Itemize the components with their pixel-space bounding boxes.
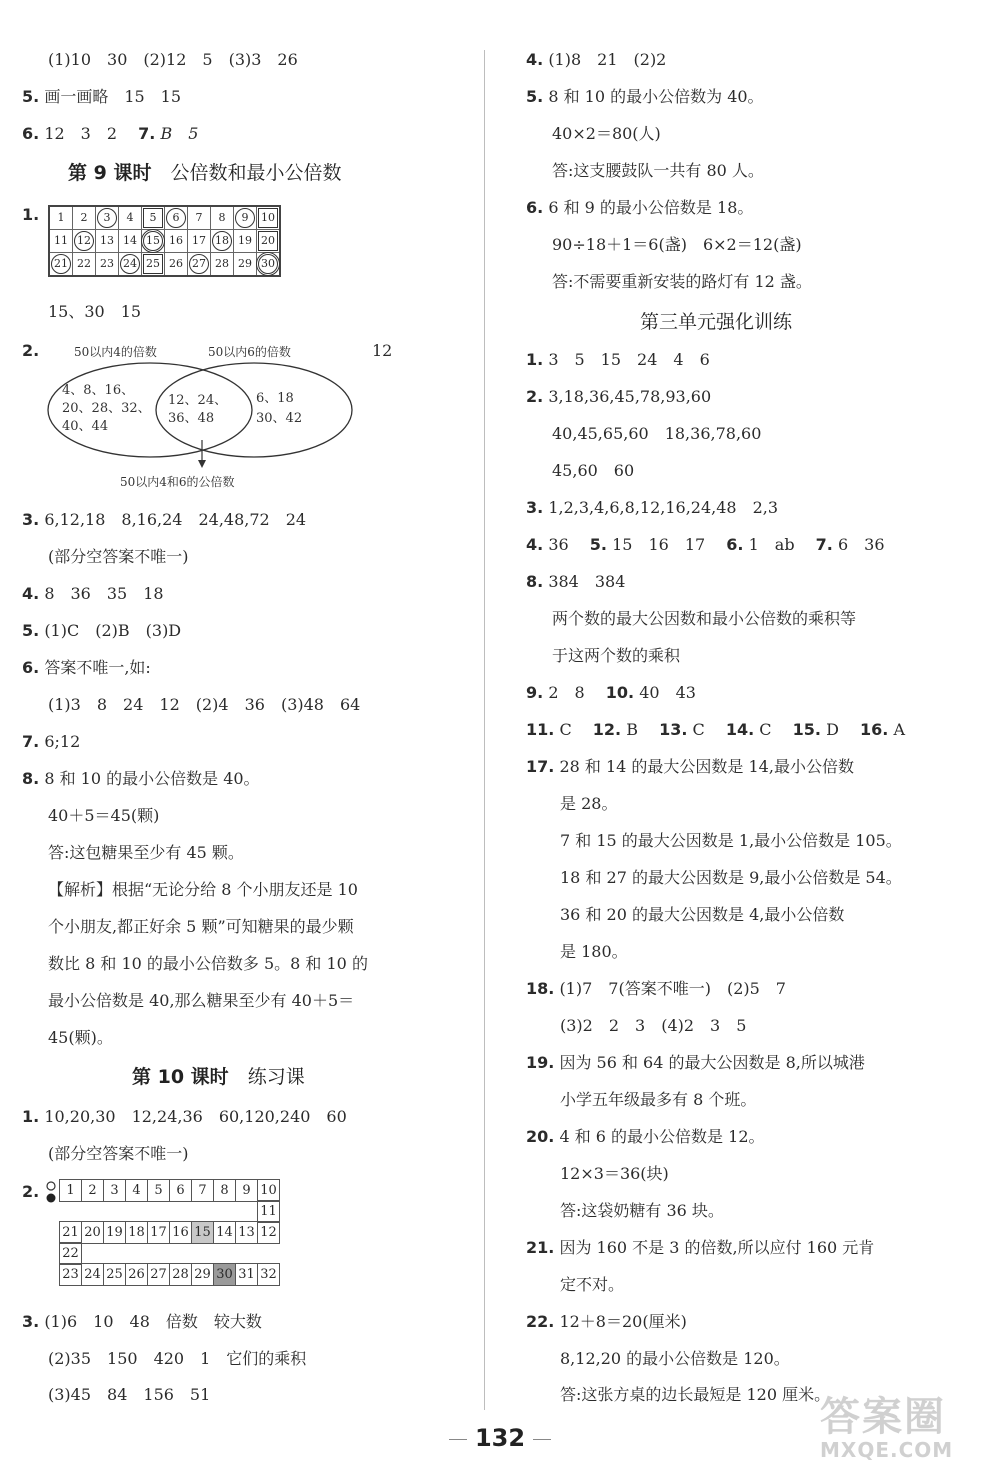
grid-cell-boxed: 20 bbox=[257, 230, 281, 253]
question-number: 2. bbox=[22, 1182, 40, 1201]
question-number: 4. bbox=[22, 584, 40, 603]
question-number: 6. bbox=[526, 198, 544, 217]
venn-left-text: 4、8、16、 bbox=[62, 383, 135, 398]
path-cell: 27 bbox=[147, 1263, 170, 1286]
answer-line: 12×3＝36(块) bbox=[560, 1164, 669, 1183]
path-cell: 13 bbox=[235, 1221, 258, 1244]
answer-line: 45,60 60 bbox=[552, 461, 635, 480]
question-number: 1. bbox=[22, 205, 40, 224]
question-number: 17. bbox=[526, 757, 555, 776]
question-number: 6. bbox=[726, 535, 744, 554]
answer-line: (1)10 30 (2)12 5 (3)3 26 bbox=[48, 50, 298, 69]
watermark-text: 答案圈 bbox=[820, 1394, 946, 1440]
answer-line: 小学五年级最多有 8 个班。 bbox=[560, 1090, 757, 1109]
number-grid-1-30 bbox=[48, 205, 281, 277]
venn-left-text: 20、28、32、 bbox=[62, 401, 151, 416]
grid-cell: 19 bbox=[234, 230, 257, 253]
answer-text: 10,20,30 12,24,36 60,120,240 60 bbox=[44, 1107, 347, 1126]
grid-cell: 26 bbox=[165, 253, 188, 277]
answer-line: 于这两个数的乘积 bbox=[552, 646, 681, 665]
path-cell: 8 bbox=[213, 1179, 236, 1202]
exercise-3 bbox=[526, 496, 778, 520]
path-row-5 bbox=[60, 1264, 280, 1286]
path-cell: 22 bbox=[59, 1242, 82, 1265]
answer-line: 18 和 27 的最大公因数是 9,最小公倍数是 54。 bbox=[560, 868, 902, 887]
question-8 bbox=[22, 767, 260, 791]
answer-line: (3)2 2 3 (4)2 3 5 bbox=[560, 1016, 747, 1035]
grid-cell: 23 bbox=[96, 253, 119, 277]
lesson-title: 练习课 bbox=[247, 1066, 305, 1088]
grid-cell-circled: 24 bbox=[119, 253, 142, 277]
answer-line: 7 和 15 的最大公因数是 1,最小公倍数是 105。 bbox=[560, 831, 902, 850]
grid-cell: 17 bbox=[188, 230, 211, 253]
grid-cell-circled: 21 bbox=[49, 253, 73, 277]
question-number: 3. bbox=[22, 510, 40, 529]
venn-mid-text: 36、48 bbox=[168, 411, 215, 426]
explanation-line: 45(颗)。 bbox=[48, 1028, 113, 1047]
exercise-2 bbox=[526, 385, 711, 409]
question-5b bbox=[22, 619, 181, 643]
exercise-18 bbox=[526, 977, 786, 1001]
question-number: 8. bbox=[526, 572, 544, 591]
answer-line: 40＋5＝45(颗) bbox=[48, 806, 160, 825]
practice-2 bbox=[22, 1180, 39, 1204]
answer-line: 答:不需要重新安装的路灯有 12 盏。 bbox=[552, 272, 812, 291]
path-cell: 23 bbox=[59, 1263, 82, 1286]
page-number: 132 bbox=[430, 1424, 570, 1452]
answer-text: B 5 bbox=[160, 124, 199, 143]
answer-line: 90÷18＋1＝6(盏) 6×2＝12(盏) bbox=[552, 235, 802, 254]
grid-cell-circled: 3 bbox=[96, 206, 119, 230]
answer-line: (3)45 84 156 51 bbox=[48, 1385, 211, 1404]
lesson-label: 第 9 课时 bbox=[68, 162, 152, 184]
venn-arrow-head bbox=[198, 460, 206, 468]
question-number: 3. bbox=[22, 1312, 40, 1331]
path-cell: 31 bbox=[235, 1263, 258, 1286]
grid-cell-boxed: 5 bbox=[142, 206, 165, 230]
answer-text: 8 36 35 18 bbox=[44, 584, 164, 603]
path-row-4 bbox=[60, 1243, 82, 1265]
grid-cell: 16 bbox=[165, 230, 188, 253]
question-number: 14. bbox=[725, 720, 755, 739]
path-cell: 5 bbox=[147, 1179, 170, 1202]
answer-line: 答:这包糖果至少有 45 颗。 bbox=[48, 843, 244, 862]
venn-mid-text: 12、24、 bbox=[168, 393, 228, 408]
watermark bbox=[820, 1385, 953, 1462]
venn-right-label: 50以内6的倍数 bbox=[208, 345, 291, 359]
path-cell: 21 bbox=[59, 1221, 82, 1244]
answer-text: C bbox=[559, 720, 588, 739]
question-5 bbox=[22, 85, 181, 109]
answer-text: 画一画略 15 15 bbox=[44, 87, 182, 106]
answer-text: C bbox=[692, 720, 721, 739]
answer-text: 6 和 9 的最小公倍数是 18。 bbox=[548, 198, 754, 217]
path-cell-shaded: 30 bbox=[213, 1263, 236, 1286]
section-heading-9 bbox=[68, 160, 341, 186]
grid-cell-circled-boxed: 15 bbox=[142, 230, 165, 253]
answer-text: D bbox=[826, 720, 855, 739]
exercise-8 bbox=[526, 570, 625, 594]
question-number: 5. bbox=[22, 87, 40, 106]
exercise-22 bbox=[526, 1310, 687, 1334]
answer-text: 因为 56 和 64 的最大公因数是 8,所以城港 bbox=[559, 1053, 865, 1072]
path-cell: 3 bbox=[103, 1179, 126, 1202]
answer-text: 8 和 10 的最小公倍数为 40。 bbox=[548, 87, 764, 106]
path-row-3 bbox=[60, 1222, 280, 1244]
answer-text: 384 384 bbox=[548, 572, 626, 591]
solid-dot-icon bbox=[47, 1194, 56, 1203]
question-number: 1. bbox=[22, 1107, 40, 1126]
explanation-line: 最小公倍数是 40,那么糖果至少有 40＋5＝ bbox=[48, 991, 355, 1010]
answer-text: 4 和 6 的最小公倍数是 12。 bbox=[559, 1127, 765, 1146]
path-cell: 2 bbox=[81, 1179, 104, 1202]
lesson-title: 公倍数和最小公倍数 bbox=[170, 162, 342, 184]
path-cell: 4 bbox=[125, 1179, 148, 1202]
grid-cell: 2 bbox=[73, 206, 96, 230]
answer-text: A bbox=[893, 720, 906, 739]
answer-text: (1)6 10 48 倍数 较大数 bbox=[44, 1312, 262, 1331]
answer-text: 3 5 15 24 4 6 bbox=[548, 350, 710, 369]
venn-right-text: 6、18 bbox=[256, 391, 294, 406]
question-number: 8. bbox=[22, 769, 40, 788]
question-number: 6. bbox=[22, 658, 40, 677]
question-number: 21. bbox=[526, 1238, 555, 1257]
grid-cell-circled-boxed: 30 bbox=[257, 253, 281, 277]
answer-text: 12＋8＝20(厘米) bbox=[559, 1312, 687, 1331]
hollow-dot-icon bbox=[47, 1182, 55, 1190]
answer-line: 两个数的最大公因数和最小公倍数的乘积等 bbox=[552, 609, 857, 628]
grid-cell: 22 bbox=[73, 253, 96, 277]
question-5 bbox=[526, 85, 764, 109]
grid-cell: 8 bbox=[211, 206, 234, 230]
answer-line: 15、30 15 bbox=[48, 302, 142, 321]
answer-text: 12 bbox=[372, 341, 393, 360]
question-number: 5. bbox=[526, 87, 544, 106]
lesson-label: 第 10 课时 bbox=[132, 1066, 229, 1088]
path-cell: 1 bbox=[59, 1179, 82, 1202]
path-cell: 6 bbox=[169, 1179, 192, 1202]
exercise-17 bbox=[526, 755, 854, 779]
grid-cell-boxed: 25 bbox=[142, 253, 165, 277]
grid-cell: 4 bbox=[119, 206, 142, 230]
question-number: 1. bbox=[526, 350, 544, 369]
section-heading-10 bbox=[132, 1064, 305, 1090]
path-cell: 32 bbox=[257, 1263, 280, 1286]
question-number: 7. bbox=[815, 535, 833, 554]
question-number: 16. bbox=[860, 720, 889, 739]
question-number: 22. bbox=[526, 1312, 555, 1331]
path-cell-shaded: 15 bbox=[191, 1221, 214, 1244]
venn-right-text: 30、42 bbox=[256, 411, 303, 426]
exercise-20 bbox=[526, 1125, 765, 1149]
answer-text: 6,12,18 8,16,24 24,48,72 24 bbox=[44, 510, 307, 529]
start-end-markers bbox=[44, 1180, 58, 1206]
answer-text: 40 43 bbox=[639, 683, 696, 702]
question-number: 6. bbox=[22, 124, 40, 143]
exercise-1 bbox=[526, 348, 710, 372]
answer-line: 答:这支腰鼓队一共有 80 人。 bbox=[552, 161, 764, 180]
question-number: 18. bbox=[526, 979, 555, 998]
question-number: 7. bbox=[22, 732, 40, 751]
answer-text: 6;12 bbox=[44, 732, 81, 751]
answer-text: (1)7 7(答案不唯一) (2)5 7 bbox=[559, 979, 786, 998]
path-cell: 29 bbox=[191, 1263, 214, 1286]
path-row-1 bbox=[60, 1180, 280, 1202]
answer-text: B bbox=[626, 720, 654, 739]
answer-line: 40,45,65,60 18,36,78,60 bbox=[552, 424, 762, 443]
answer-text: 28 和 14 的最大公因数是 14,最小公倍数 bbox=[559, 757, 854, 776]
question-number: 10. bbox=[605, 683, 635, 702]
question-number: 13. bbox=[659, 720, 688, 739]
path-cell: 26 bbox=[125, 1263, 148, 1286]
answer-line: (1)3 8 24 12 (2)4 36 (3)48 64 bbox=[48, 695, 361, 714]
question-number: 20. bbox=[526, 1127, 555, 1146]
question-number: 2. bbox=[526, 387, 544, 406]
answer-text: 15 16 17 bbox=[612, 535, 722, 554]
answer-line: 8,12,20 的最小公倍数是 120。 bbox=[560, 1349, 790, 1368]
question-6 bbox=[22, 122, 198, 146]
question-3 bbox=[22, 508, 306, 532]
path-cell: 28 bbox=[169, 1263, 192, 1286]
exercise-11-16 bbox=[526, 718, 905, 742]
question-number: 4. bbox=[526, 535, 544, 554]
exercise-21 bbox=[526, 1236, 874, 1260]
exercise-4-7 bbox=[526, 533, 885, 557]
answer-text: 6 36 bbox=[837, 535, 885, 554]
explanation-line: 数比 8 和 10 的最小公倍数多 5。8 和 10 的 bbox=[48, 954, 368, 973]
note-line: (部分空答案不唯一) bbox=[48, 1144, 189, 1163]
grid-cell-boxed: 10 bbox=[257, 206, 281, 230]
path-row-2 bbox=[258, 1201, 280, 1223]
practice-1 bbox=[22, 1105, 347, 1129]
answer-line: 36 和 20 的最大公因数是 4,最小公倍数 bbox=[560, 905, 845, 924]
column-divider bbox=[484, 50, 485, 1410]
grid-cell-circled: 27 bbox=[188, 253, 211, 277]
path-cell: 19 bbox=[103, 1221, 126, 1244]
question-number: 9. bbox=[526, 683, 544, 702]
answer-line: 答:这袋奶糖有 36 块。 bbox=[560, 1201, 724, 1220]
path-cell: 17 bbox=[147, 1221, 170, 1244]
grid-cell: 1 bbox=[49, 206, 73, 230]
question-4 bbox=[22, 582, 164, 606]
practice-3 bbox=[22, 1310, 262, 1334]
path-cell: 20 bbox=[81, 1221, 104, 1244]
question-6b bbox=[22, 656, 151, 680]
question-1 bbox=[22, 203, 39, 227]
question-number: 7. bbox=[138, 124, 156, 143]
question-number: 4. bbox=[526, 50, 544, 69]
grid-cell: 14 bbox=[119, 230, 142, 253]
question-4 bbox=[526, 48, 666, 72]
answer-text: 1 ab bbox=[748, 535, 811, 554]
path-cell: 12 bbox=[257, 1221, 280, 1244]
grid-cell: 29 bbox=[234, 253, 257, 277]
answer-text: C bbox=[759, 720, 788, 739]
grid-cell: 11 bbox=[49, 230, 73, 253]
venn-left-text: 40、44 bbox=[62, 419, 109, 434]
question-number: 15. bbox=[792, 720, 821, 739]
question-number: 12. bbox=[592, 720, 622, 739]
answer-text: 12 3 2 bbox=[44, 124, 134, 143]
venn-left-label: 50以内4的倍数 bbox=[74, 345, 157, 359]
grid-cell-circled: 12 bbox=[73, 230, 96, 253]
question-number: 3. bbox=[526, 498, 544, 517]
path-cell: 7 bbox=[191, 1179, 214, 1202]
answer-text: (1)C (2)B (3)D bbox=[44, 621, 182, 640]
answer-line: 是 180。 bbox=[560, 942, 628, 961]
venn-bottom-label: 50以内4和6的公倍数 bbox=[120, 475, 235, 489]
path-cell: 14 bbox=[213, 1221, 236, 1244]
answer-line: 40×2＝80(人) bbox=[552, 124, 661, 143]
path-cell: 11 bbox=[257, 1200, 280, 1223]
question-number: 11. bbox=[526, 720, 555, 739]
question-number: 5. bbox=[589, 535, 607, 554]
venn-right-ellipse bbox=[156, 363, 352, 457]
grid-cell-circled: 9 bbox=[234, 206, 257, 230]
question-7 bbox=[22, 730, 80, 754]
exercise-19 bbox=[526, 1051, 865, 1075]
question-2 bbox=[22, 339, 39, 363]
answer-text: 因为 160 不是 3 的倍数,所以应付 160 元肯 bbox=[559, 1238, 875, 1257]
venn-diagram bbox=[40, 330, 370, 495]
question-6 bbox=[526, 196, 753, 220]
path-cell: 16 bbox=[169, 1221, 192, 1244]
answer-text: (1)8 21 (2)2 bbox=[548, 50, 667, 69]
grid-row bbox=[49, 253, 280, 277]
question-number: 19. bbox=[526, 1053, 555, 1072]
grid-cell: 13 bbox=[96, 230, 119, 253]
answer-line: 答:这张方桌的边长最短是 120 厘米。 bbox=[560, 1385, 831, 1404]
explanation-line: 个小朋友,都正好余 5 颗”可知糖果的最少颗 bbox=[48, 917, 354, 936]
grid-row bbox=[49, 206, 280, 230]
watermark-url: MXQE.COM bbox=[820, 1438, 954, 1462]
answer-line: (2)35 150 420 1 它们的乘积 bbox=[48, 1349, 307, 1368]
grid-row bbox=[49, 230, 280, 253]
path-cell: 9 bbox=[235, 1179, 258, 1202]
answer-text: 答案不唯一,如: bbox=[44, 658, 151, 677]
answer-line: 定不对。 bbox=[560, 1275, 625, 1294]
note-line: (部分空答案不唯一) bbox=[48, 547, 189, 566]
unit-heading: 第三单元强化训练 bbox=[640, 311, 793, 333]
path-cell: 24 bbox=[81, 1263, 104, 1286]
answer-text: 8 和 10 的最小公倍数是 40。 bbox=[44, 769, 260, 788]
answer-text: 3,18,36,45,78,93,60 bbox=[548, 387, 712, 406]
path-cell: 25 bbox=[103, 1263, 126, 1286]
answer-line: 是 28。 bbox=[560, 794, 618, 813]
path-cell: 10 bbox=[257, 1179, 280, 1202]
answer-text: 1,2,3,4,6,8,12,16,24,48 2,3 bbox=[548, 498, 779, 517]
grid-cell: 7 bbox=[188, 206, 211, 230]
question-number: 5. bbox=[22, 621, 40, 640]
question-number: 2. bbox=[22, 341, 40, 360]
explanation-line: 【解析】根据“无论分给 8 个小朋友还是 10 bbox=[48, 880, 358, 899]
answer-text: 2 8 bbox=[548, 683, 601, 702]
grid-cell-circled: 6 bbox=[165, 206, 188, 230]
grid-cell-circled: 18 bbox=[211, 230, 234, 253]
answer-text: 36 bbox=[548, 535, 585, 554]
grid-cell: 28 bbox=[211, 253, 234, 277]
exercise-9-10 bbox=[526, 681, 696, 705]
path-cell: 18 bbox=[125, 1221, 148, 1244]
